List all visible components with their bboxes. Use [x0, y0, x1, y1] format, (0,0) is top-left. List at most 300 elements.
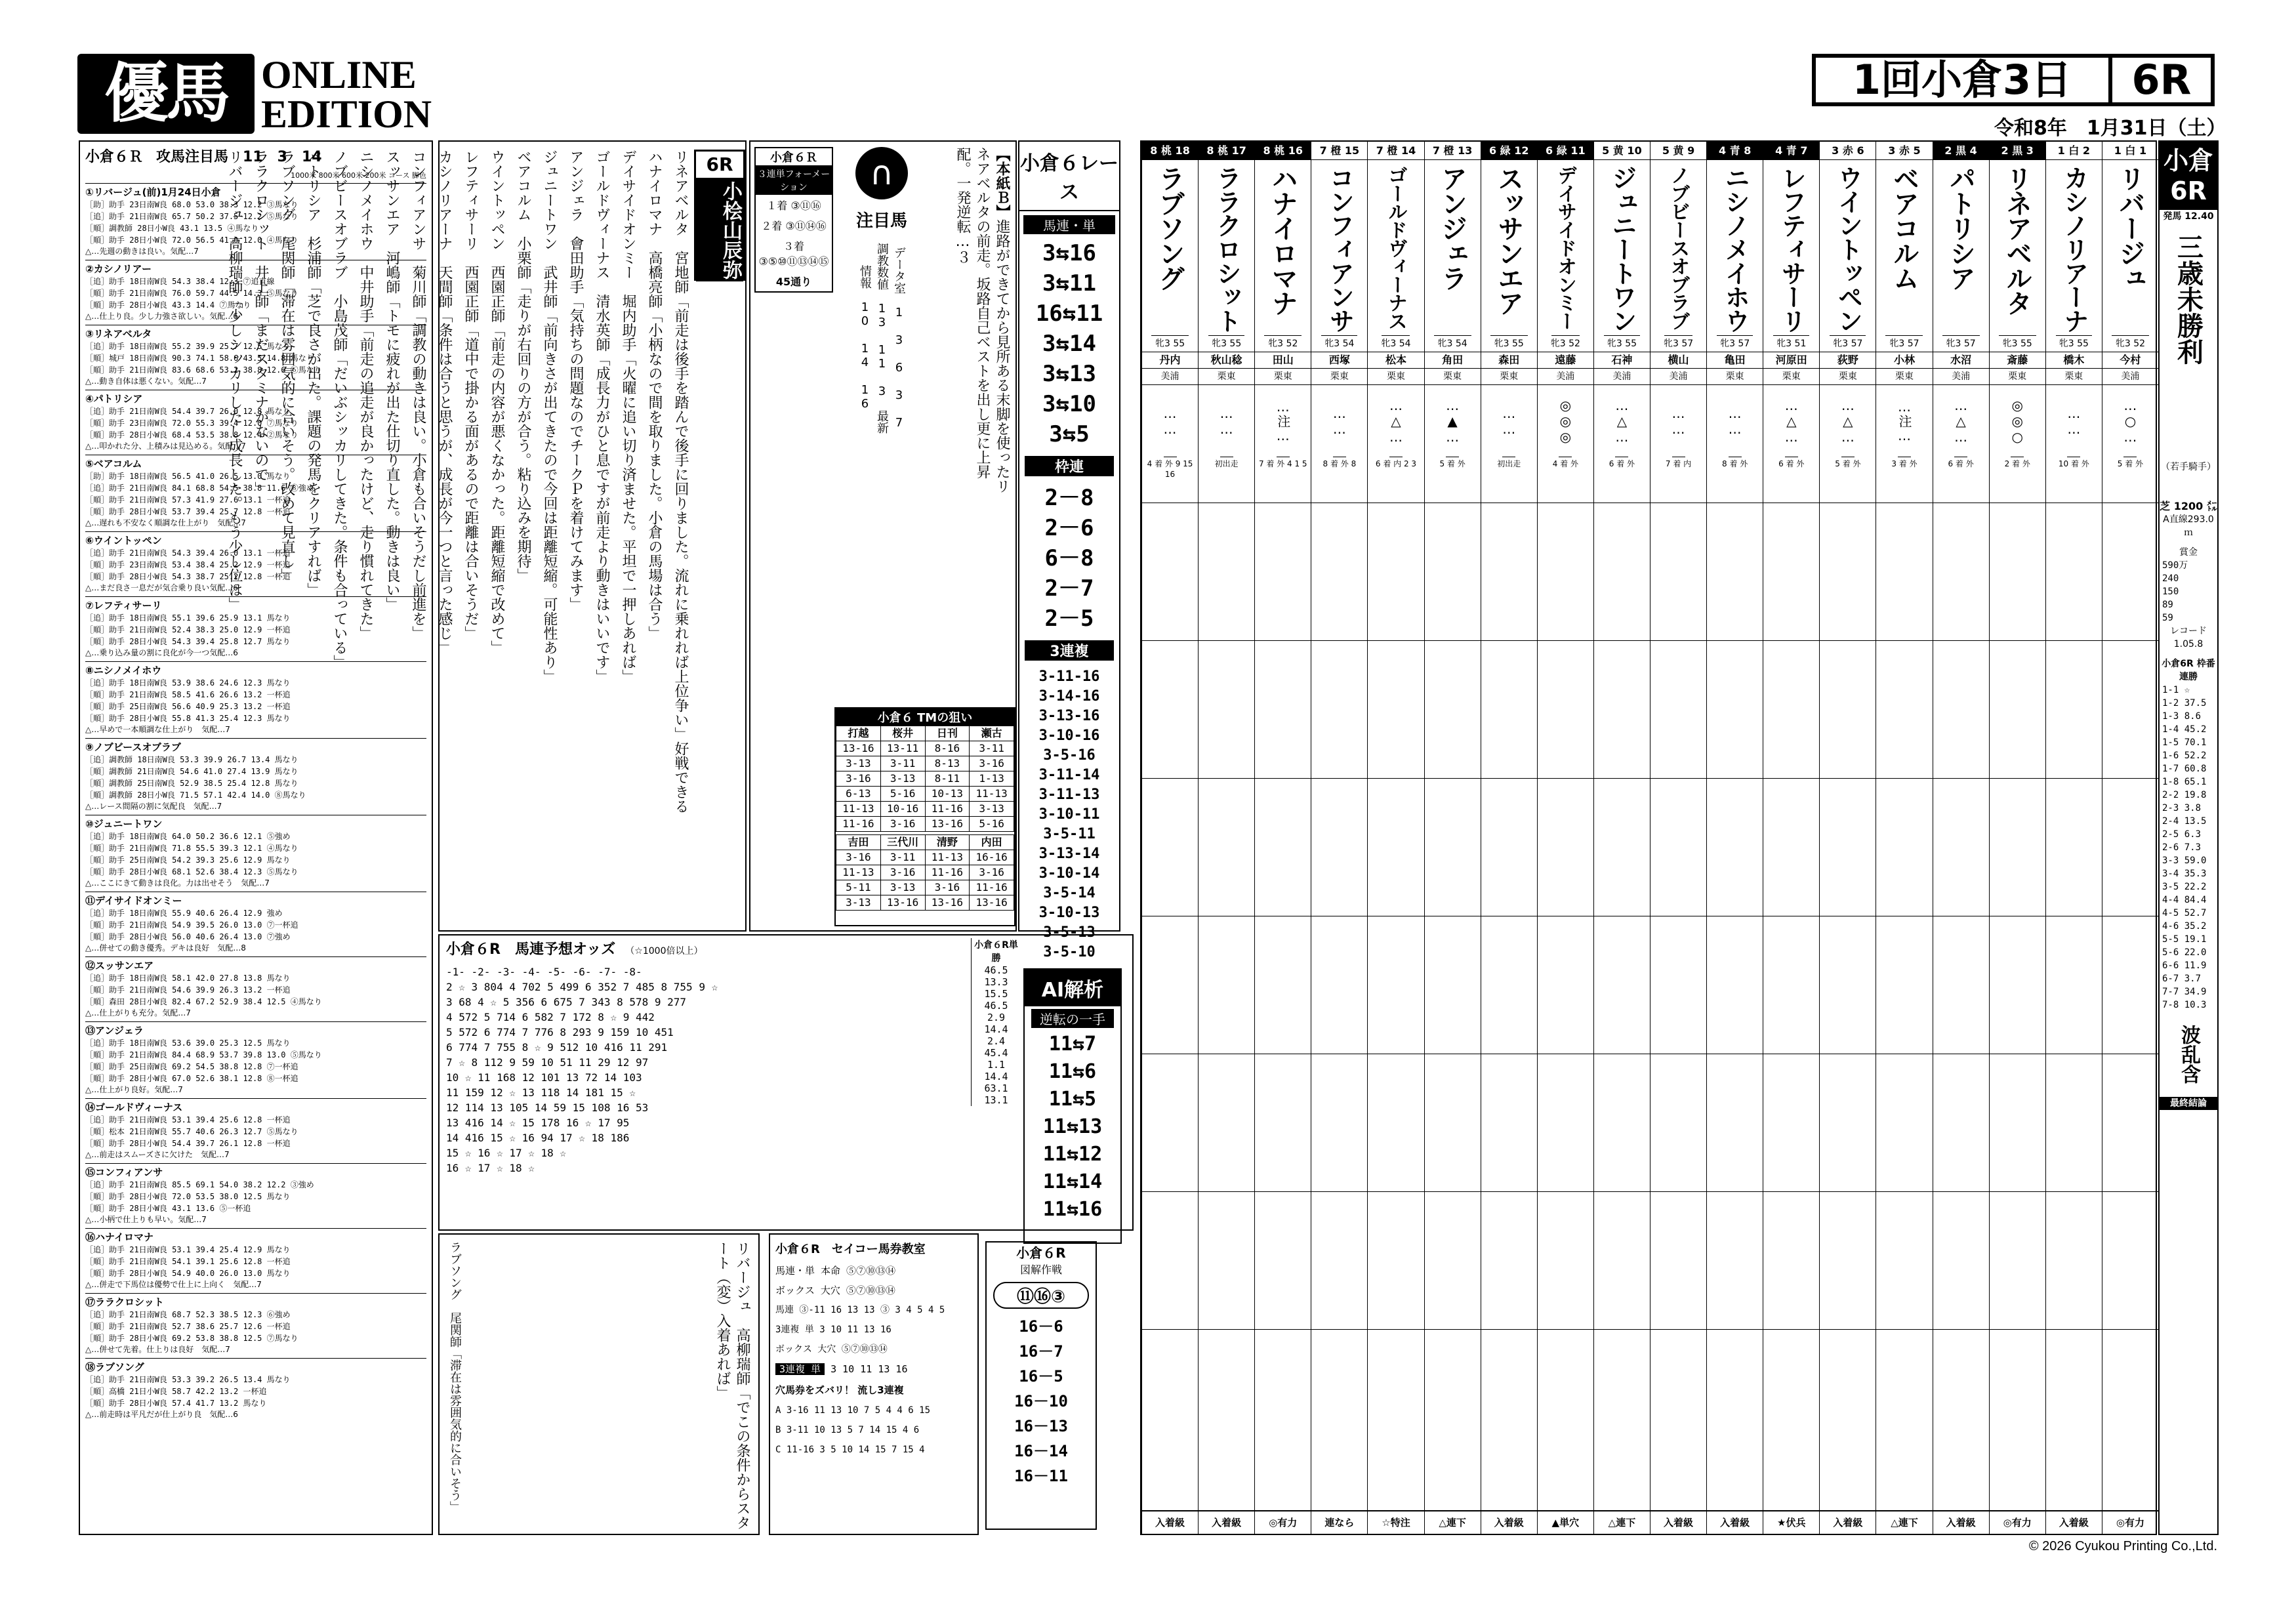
past-run — [1763, 916, 1819, 1054]
training-horse-name: ④パトリシア — [85, 393, 143, 405]
past-run — [1763, 779, 1819, 916]
frame-number: 7 橙 15 — [1311, 142, 1367, 160]
stable-name: 栗東 — [1311, 369, 1367, 385]
odds-row: 6 774 7 755 8 ☆ 9 512 10 416 11 291 — [446, 1041, 668, 1054]
past-run — [2102, 1054, 2158, 1192]
ai-pair: 11⇆12 — [1042, 1143, 1103, 1166]
training-horse-name: ②カシノリアー — [85, 263, 152, 275]
training-row: ［順］助手 21日南W良 83.6 68.6 53.2 38.8 12.6 ⑥馬なり — [85, 365, 322, 375]
horse-form: 8 着 外 — [1707, 457, 1763, 503]
waku-odds: 1-1 ☆ — [2162, 685, 2190, 695]
brand-logo: 優馬 — [77, 54, 255, 134]
training-row: ［順］助手 28日小W良 43.1 13.6 ⑤一杯追 — [85, 1204, 251, 1213]
ai-pair: 11⇆6 — [1048, 1060, 1097, 1083]
past-run — [1481, 779, 1537, 916]
stable-name: 美浦 — [2102, 369, 2158, 385]
training-row: ［順］助手 21日南W良 52.4 38.3 25.0 12.9 一杯追 — [85, 625, 291, 634]
ai-pair: 11⇆14 — [1042, 1170, 1103, 1193]
past-run — [1142, 779, 1198, 916]
tm-cell: 1-13 — [970, 771, 1014, 787]
training-comment: △…レース間隔の割に気配良 気配…7 — [85, 802, 222, 811]
bottom-comment: リバージュ 高柳瑞師「でこの条件からスタート（変）入着あれば」 ラブソング 尾関師「滞在は雰囲気的に合いそう」 — [438, 1233, 760, 1535]
past-run — [1311, 1054, 1367, 1192]
odds-row: 12 114 13 105 14 59 15 108 16 53 — [446, 1101, 649, 1114]
past-run — [1990, 916, 2045, 1054]
horse-column — [1876, 142, 1932, 1534]
pick-trio: 3-5-16 — [1043, 747, 1096, 764]
single-odds-value: 1.1 — [987, 1059, 1006, 1071]
training-row: ［順］助手 21日南W良 54.9 39.5 26.0 13.0 ⑦一杯追 — [85, 920, 298, 930]
training-row: ［追］助手 18日南W良 55.9 40.6 26.4 12.9 強め — [85, 909, 283, 918]
picks-waku — [1019, 483, 1119, 634]
horse-info: 牝3 54 — [1368, 336, 1424, 352]
training-row: ［順］助手 28日小W良 53.7 39.4 25.7 12.8 一杯追 — [85, 507, 291, 516]
prediction-marks: ◎◎◎ — [1559, 385, 1572, 457]
stable-name: 栗東 — [1425, 369, 1481, 385]
training-row: ［順］助手 21日南W良 57.3 41.9 27.6 13.1 一杯追 — [85, 495, 291, 504]
tm-cell: 10-13 — [925, 787, 970, 802]
training-comment: △…叩かれた分、上積みは見込める。気配…7 — [85, 442, 246, 451]
tm-cell: 11-16 — [925, 865, 970, 880]
training-row: ［順］助手 28日小W良 57.4 41.7 13.2 馬なり — [85, 1399, 267, 1408]
waku-odds: 2-6 7.3 — [2162, 842, 2202, 853]
horse-evaluation: 入着級 — [1933, 1510, 1989, 1534]
horse-evaluation: 入着級 — [1820, 1510, 1876, 1534]
prize-value: 89 — [2162, 600, 2173, 610]
tm-cell: 3-16 — [836, 771, 881, 787]
pick-trio: 3-13-16 — [1038, 708, 1100, 724]
horse-info: 牝3 52 — [2102, 336, 2158, 352]
past-run — [1255, 779, 1311, 916]
jockey-name: 横山 — [1650, 352, 1706, 369]
training-row: ［助］助手 18日南W良 56.5 41.0 26.5 13.0 馬なり — [85, 472, 291, 481]
prediction-marks: …注… — [1898, 385, 1911, 457]
tm-row — [836, 865, 1014, 880]
horse-evaluation: 入着級 — [2046, 1510, 2102, 1534]
horse-form: 5 着 外 — [1425, 457, 1481, 503]
pick-trio: 3-5-14 — [1043, 885, 1096, 901]
race-title — [1812, 54, 2215, 106]
horse-name: リネアベルタ — [1999, 160, 2036, 336]
training-row: ［順］森田 28日小W良 82.4 67.2 52.9 38.4 12.5 ④馬なり — [85, 997, 322, 1006]
tm-header-cell: 桜井 — [880, 726, 925, 741]
horse-column — [2045, 142, 2102, 1534]
picks-panel: 小倉６レース 馬連・単 3⇆16 3⇆11 16⇆11 3⇆14 3⇆13 3⇆10 3⇆5 枠連 2－8 2－6 6－8 2－7 2－5 3連複 3-11-16 3-14-16 3-13-16 3-10-16 3-5-16 3-11-14 3-11-13 3-10-11 3-5-11 3-13-14 3-10-14 3-5-14 3-10-13 3-5-13 3-5-10 — [1018, 140, 1120, 932]
past-run — [1368, 641, 1424, 779]
horse-evaluation: 入着級 — [1707, 1510, 1763, 1534]
frame-number: 4 青 8 — [1707, 142, 1763, 160]
past-run — [1199, 1192, 1254, 1330]
stable-name: 栗東 — [2046, 369, 2102, 385]
flow-line: A 3-16 11 13 10 7 5 4 4 6 15 — [775, 1405, 931, 1416]
horse-name: ニシノメイホウ — [1717, 160, 1753, 336]
past-run — [1311, 1192, 1367, 1330]
tm-cell: 13-16 — [836, 741, 881, 756]
past-run — [1594, 503, 1650, 641]
odds-row: 13 416 14 ☆ 15 178 16 ☆ 17 95 — [446, 1117, 630, 1129]
past-run — [1368, 916, 1424, 1054]
jockey-name: 荻野 — [1820, 352, 1876, 369]
horse-name: ジュニートワン — [1604, 160, 1640, 336]
horse-column — [1424, 142, 1481, 1534]
horse-name: アンジェラ — [1434, 160, 1471, 336]
training-row: ［順］助手 21日南W良 71.8 55.5 39.3 12.1 ④馬なり — [85, 844, 298, 853]
past-run — [1820, 1054, 1876, 1192]
training-row: ［追］助手 18日南W良 53.6 39.0 25.3 12.5 馬なり — [85, 1038, 291, 1048]
training-row: ［順］助手 28日小W良 54.4 39.7 26.1 12.8 一杯追 — [85, 1139, 291, 1148]
jockey-name: 丹内 — [1142, 352, 1198, 369]
horse-evaluation: 入着級 — [1199, 1510, 1254, 1534]
tm-row — [836, 756, 1014, 771]
formation-box: 小倉６Ｒ ３連単フォーメーション １着 ③⑪⑯ ２着 ③⑪⑭⑯ ３着 ③⑤⑩⑪⑬⑭⑮ 45通り — [754, 147, 833, 293]
past-run — [1142, 1054, 1198, 1192]
waku-odds: 4-6 35.2 — [2162, 921, 2207, 932]
stable-name: 栗東 — [1199, 369, 1254, 385]
prediction-marks: …… — [1333, 385, 1346, 457]
stable-name: 栗東 — [1368, 369, 1424, 385]
training-horse-name: ⑮コンフィアンサ — [85, 1166, 163, 1178]
horse-form: 6 着 外 — [1933, 457, 1989, 503]
tm-cell: 11-13 — [925, 850, 970, 865]
waku-odds: 3-3 59.0 — [2162, 855, 2207, 866]
training-row: ［追］助手 18日南W良 64.0 50.2 36.6 12.1 ⑤強め — [85, 832, 291, 841]
training-row: ［順］助手 21日南W良 52.7 38.6 25.7 12.6 一杯追 — [85, 1322, 291, 1331]
horse-column — [1819, 142, 1876, 1534]
prediction-marks: …△… — [1389, 385, 1403, 457]
tm-cell: 13-16 — [880, 895, 925, 911]
waku-odds: 5-6 22.0 — [2162, 947, 2207, 958]
frame-number: 7 橙 14 — [1368, 142, 1424, 160]
horse-form: 初出走 — [1481, 457, 1537, 503]
pred-row: 16－5 — [1019, 1367, 1063, 1386]
race-sidebar: 小倉 6R 発馬 12.40 三歳未勝利 （若手騎手） 芝 1200 ㍍ A直線293.0ｍ 賞金 590万 240 150 89 59 レコード 1.05.8 小倉6R 枠番連勝 1-1 ☆ 1-2 37.5 1-3 8.6 1-4 45.2 1-5 70.1 1-6 52.2 1-7 60.8 1-8 65.1 2-2 19.8 2-3 3.8 2-4 13.5 2-5 6.3 2-6 7.3 3-3 59.0 3-4 35.3 3-5 22.2 4-4 84.4 4-5 52.7 4-6 35.2 5-5 19.1 5-6 22.0 6-6 11.9 6-7 3.7 7-7 34.9 7-8 10.3 波乱含 最終結論 — [2158, 140, 2219, 1535]
past-run — [1368, 503, 1424, 641]
tm-row — [836, 817, 1014, 832]
past-run — [1707, 503, 1763, 641]
past-run — [2046, 1054, 2102, 1192]
pick-pair: 3⇆11 — [1042, 270, 1096, 297]
single-odds-value: 13.3 — [984, 976, 1008, 988]
horse-name: ウイントッペン — [1830, 160, 1866, 336]
prediction-marks: …○… — [2123, 385, 2137, 457]
tm-cell: 13-11 — [880, 741, 925, 756]
past-run — [1425, 503, 1481, 641]
past-run — [1650, 1192, 1706, 1330]
pred-row: 16－7 — [1019, 1342, 1063, 1361]
training-horse-name: ⑱ラブソング — [85, 1361, 144, 1373]
training-row: ［順］助手 28日小W良 43.3 14.4 ⑦馬なり — [85, 300, 251, 310]
horse-evaluation: △連下 — [1425, 1510, 1481, 1534]
horse-info: 牝3 55 — [1199, 336, 1254, 352]
pick-trio: 3-5-11 — [1043, 826, 1096, 842]
jockey-name: 松本 — [1368, 352, 1424, 369]
past-run — [1368, 779, 1424, 916]
past-run — [2102, 503, 2158, 641]
past-run — [1481, 916, 1537, 1054]
past-run — [1538, 916, 1593, 1054]
meet-label: 1回小倉3日 — [1816, 58, 2112, 102]
pick-trio: 3-5-13 — [1043, 924, 1096, 941]
horse-column — [1537, 142, 1593, 1534]
past-run — [1763, 1054, 1819, 1192]
training-entry — [85, 1098, 426, 1163]
tm-header-cell: 吉田 — [836, 835, 881, 850]
horse-column — [1311, 142, 1367, 1534]
past-run — [1142, 641, 1198, 779]
past-run — [1538, 779, 1593, 916]
training-entry — [85, 1021, 426, 1098]
tm-cell: 3-16 — [970, 865, 1014, 880]
past-run — [1311, 503, 1367, 641]
picks-trio — [1019, 667, 1119, 962]
training-entry — [85, 1358, 426, 1423]
horseshoe-icon: ∩ — [855, 147, 908, 199]
past-run — [1876, 503, 1932, 641]
past-run — [1255, 1054, 1311, 1192]
prediction-marks: …… — [1672, 385, 1685, 457]
horse-name: パトリシア — [1942, 160, 1980, 336]
past-run — [1538, 1054, 1593, 1192]
stable-name: 栗東 — [1763, 369, 1819, 385]
waku-odds: 2-2 19.8 — [2162, 790, 2207, 800]
training-row: ［順］助手 23日南W良 53.4 38.4 25.2 12.9 一杯追 — [85, 560, 291, 569]
single-odds: 小倉６R単勝 46.5 13.3 15.5 46.5 2.9 14.4 2.4 45.4 1.1 14.4 63.1 13.1 — [971, 938, 1021, 1106]
tm-cell: 11-16 — [970, 880, 1014, 895]
training-row: ［順］助手 28日小W良 54.3 39.4 25.8 12.7 馬なり — [85, 637, 291, 646]
single-odds-value: 2.4 — [987, 1035, 1006, 1047]
training-comment: △…早めで一本順調な仕上がり 気配…7 — [85, 725, 230, 734]
pick-pair: 3⇆14 — [1042, 331, 1096, 357]
past-run — [1990, 503, 2045, 641]
tm-cell: 13-16 — [925, 895, 970, 911]
horse-info: 牝3 57 — [1650, 336, 1706, 352]
notable-horses: ∩ 注目馬 データ室 1 3 6 3 7 調教数値 13 11 3 最新情報 10 14 16 — [842, 147, 921, 436]
pick-waku: 2－7 — [1044, 575, 1094, 602]
jockey-name: 小林 — [1876, 352, 1932, 369]
training-horse-name: ⑦レフティサーリ — [85, 600, 162, 611]
stable-name: 美浦 — [1594, 369, 1650, 385]
waku-odds: 3-5 22.2 — [2162, 882, 2207, 892]
past-run — [1481, 503, 1537, 641]
prize-value: 590万 — [2162, 560, 2188, 571]
horse-evaluation: ☆特注 — [1368, 1510, 1424, 1534]
past-run — [1594, 1054, 1650, 1192]
single-odds-value: 15.5 — [984, 988, 1008, 1000]
tm-cell: 3-11 — [970, 741, 1014, 756]
past-run — [1311, 916, 1367, 1054]
training-horse-name: ③リネアベルタ — [85, 328, 152, 340]
odds-row: 5 572 6 774 7 776 8 293 9 159 10 451 — [446, 1026, 674, 1038]
frame-number: 5 黄 10 — [1594, 142, 1650, 160]
horse-info: 牝3 55 — [1990, 336, 2045, 352]
past-run — [1368, 1192, 1424, 1330]
past-run — [1311, 779, 1367, 916]
jockey-name: 石神 — [1594, 352, 1650, 369]
past-run — [2102, 1192, 2158, 1330]
pick-trio: 3-11-16 — [1038, 668, 1100, 685]
waku-odds: 1-4 45.2 — [2162, 724, 2207, 735]
training-horse-name: ⑥ウイントッペン — [85, 535, 162, 546]
past-run — [1820, 1192, 1876, 1330]
past-run — [1650, 916, 1706, 1054]
comment-paragraph: ジュニートワン 武井師「前向きさが出てきたので今回は距離短縮。可能性あり」 — [541, 150, 558, 684]
pick-trio: 3-11-14 — [1038, 767, 1100, 783]
comment-paragraph: ノブビースオブラブ 小島茂師「だいぶシッカリしてきた。条件も合っている」 — [331, 150, 348, 669]
horse-evaluation: ◎有力 — [2102, 1510, 2158, 1534]
training-row: ［順］松本 21日南W良 55.7 40.6 26.3 12.7 ⑤馬なり — [85, 1127, 298, 1136]
tm-cell: 3-11 — [880, 850, 925, 865]
jockey-name: 西塚 — [1311, 352, 1367, 369]
tm-table-1 — [836, 726, 1014, 832]
training-row: ［順］助手 28日小W良 54.9 40.0 26.0 13.0 馬なり — [85, 1269, 291, 1278]
tm-cell: 11-13 — [836, 802, 881, 817]
training-comment: △…遅れも不安なく順調な仕上がり 気配…7 — [85, 518, 246, 527]
tm-cell: 3-16 — [836, 850, 881, 865]
pred-row: 16－11 — [1014, 1467, 1068, 1485]
horse-column — [1141, 142, 1198, 1534]
comment-paragraph: ゴールドヴィーナス 清水英師「成長力がひと息ですが前走より動きはいいです」 — [594, 150, 610, 684]
past-run — [1142, 1192, 1198, 1330]
jockey-name: 水沼 — [1933, 352, 1989, 369]
stable-name: 美浦 — [1933, 369, 1989, 385]
single-odds-value: 13.1 — [984, 1094, 1008, 1106]
tm-cell: 8-11 — [925, 771, 970, 787]
horse-info: 牝3 55 — [1142, 336, 1198, 352]
tm-table-2 — [836, 834, 1014, 911]
training-row: ［順］助手 21日南W良 54.6 39.9 26.3 13.2 一杯追 — [85, 985, 291, 995]
past-run — [1425, 1192, 1481, 1330]
training-horse-name: ⑰ララクロシット — [85, 1296, 164, 1308]
past-run — [1933, 1054, 1989, 1192]
past-run — [1538, 503, 1593, 641]
prediction-marks: …… — [1729, 385, 1742, 457]
training-row: ［順］助手 23日南W良 72.0 55.3 39.4 12.0 ⑦馬なり — [85, 419, 298, 428]
pick-waku: 2－6 — [1044, 515, 1094, 541]
training-row: ［順］調教師 25日南W良 52.9 38.5 25.4 12.8 馬なり — [85, 779, 298, 788]
waku-odds: 1-3 8.6 — [2162, 711, 2202, 722]
horse-evaluation: ▲単穴 — [1538, 1510, 1593, 1534]
tm-picks-table: 小倉６ TMの狙い 打越 桜井 日刊 瀬古 13-16 13-11 8-16 3-11 3-13 3-11 8-13 3-16 3-16 3-13 8-11 1-13 6-13 5-16 10-13 11-13 11-13 10-16 11-16 3-13 11-16 3-16 13-16 5-16 吉田 三代川 清野 内田 3-16 3-11 11-13 16-16 11-13 3-16 11-16 3-16 5-11 3-13 3-16 11-16 3-13 13-16 13-16 13-16 — [834, 707, 1015, 926]
horse-form: 7 着 外 4 1 5 — [1255, 457, 1311, 503]
odds-row: 10 ☆ 11 168 12 101 13 72 14 103 — [446, 1071, 642, 1084]
prediction-marks: …… — [1502, 385, 1515, 457]
horse-info: 牝3 51 — [1763, 336, 1819, 352]
tm-row — [836, 802, 1014, 817]
single-odds-value: 46.5 — [984, 1000, 1008, 1012]
race-number: 6R — [2131, 56, 2192, 104]
frame-number: 3 赤 6 — [1820, 142, 1876, 160]
past-run — [2046, 503, 2102, 641]
horse-info: 牝3 57 — [1933, 336, 1989, 352]
past-run — [1594, 1192, 1650, 1330]
training-row: ［順］調教師 21日南W良 54.6 41.0 27.4 13.9 馬なり — [85, 767, 298, 776]
ai-pairs — [1025, 1031, 1120, 1223]
tm-row — [836, 741, 1014, 756]
horse-form: 4 着 外 9 15 16 — [1142, 457, 1198, 503]
training-row: ［追］助手 21日南W良 53.1 39.4 25.6 12.8 一杯追 — [85, 1115, 291, 1124]
training-comment: △…ここにきて動きは良化。力は出せそう 気配…7 — [85, 878, 270, 888]
jockey-name: 斎藤 — [1990, 352, 2045, 369]
odds-row: 15 ☆ 16 ☆ 17 ☆ 18 ☆ — [446, 1147, 567, 1159]
jockey-name: 田山 — [1255, 352, 1311, 369]
frame-number: 6 緑 11 — [1538, 142, 1593, 160]
tm-cell: 13-16 — [925, 817, 970, 832]
past-run — [1763, 1192, 1819, 1330]
stable-name: 栗東 — [1255, 369, 1311, 385]
past-run — [1594, 916, 1650, 1054]
training-row: ［順］助手 21日南W良 54.1 39.1 25.6 12.8 一杯追 — [85, 1257, 291, 1266]
past-run — [1707, 916, 1763, 1054]
past-run — [1650, 503, 1706, 641]
copyright: © 2026 Cyukou Printing Co.,Ltd. — [2028, 1539, 2217, 1553]
past-run — [1199, 1054, 1254, 1192]
prediction-marks: ◎◎○ — [2011, 385, 2024, 457]
waku-odds: 6-6 11.9 — [2162, 960, 2207, 971]
horse-column — [2102, 142, 2158, 1534]
prediction-marks: …△… — [1954, 385, 1967, 457]
training-row: ［追］助手 21日南W良 54.4 39.7 26.0 12.8 馬なり — [85, 407, 291, 416]
training-comment: △…仕上がり良好。気配…7 — [85, 1085, 183, 1094]
horse-info: 牝3 54 — [1425, 336, 1481, 352]
horse-form: 4 着 外 — [1538, 457, 1593, 503]
ai-pair: 11⇆16 — [1042, 1198, 1103, 1221]
horse-column — [1254, 142, 1311, 1534]
stable-name: 栗東 — [1481, 369, 1537, 385]
frame-number: 6 緑 12 — [1481, 142, 1537, 160]
horse-name: デイサイドオンミー — [1551, 160, 1580, 336]
comment-paragraph: コンフィアンサ 菊川師「調教の動きは良い。小倉も合いそうだし前進を」 — [410, 150, 426, 640]
ai-pair: 11⇆13 — [1042, 1115, 1103, 1138]
past-run — [1707, 641, 1763, 779]
past-run — [2102, 916, 2158, 1054]
prediction-marks: …注… — [1277, 385, 1290, 457]
training-row: ［追］助手 21日南W良 53.3 39.2 26.5 13.4 馬なり — [85, 1375, 291, 1384]
training-row: ［追］助手 21日南W良 65.7 50.2 37.5 12.2 ⑤馬なり — [85, 212, 298, 221]
tm-header-cell: 内田 — [970, 835, 1014, 850]
past-run — [1481, 1192, 1537, 1330]
flow-line: C 11-16 3 5 10 14 15 7 15 4 — [775, 1445, 925, 1455]
race-card — [1140, 140, 2157, 1535]
horse-evaluation: 入着級 — [1650, 1510, 1706, 1534]
horse-evaluation: ★伏兵 — [1763, 1510, 1819, 1534]
training-comment: △…仕上がりも充分。気配…7 — [85, 1008, 191, 1017]
horse-column — [1593, 142, 1650, 1534]
training-row: ［追］助手 21日南W良 84.1 68.8 54.5 38.8 11.6 ⑧強め — [85, 483, 314, 493]
horse-column — [1706, 142, 1763, 1534]
past-run — [1990, 1192, 2045, 1330]
odds-row: 16 ☆ 17 ☆ 18 ☆ — [446, 1162, 535, 1174]
jockey-name: 今村 — [2102, 352, 2158, 369]
comments-header: 6R 小桧山辰弥 — [694, 150, 745, 281]
past-run — [1538, 1192, 1593, 1330]
horse-form: 5 着 外 — [2102, 457, 2158, 503]
pick-waku: 6－8 — [1044, 545, 1094, 571]
past-run — [1199, 641, 1254, 779]
odds-grid — [446, 964, 964, 1176]
odds-row: 11 159 12 ☆ 13 118 14 181 15 ☆ — [446, 1086, 636, 1099]
horse-form: 7 着 内 — [1650, 457, 1706, 503]
horse-name: ノブビースオブラブ — [1664, 160, 1692, 336]
past-run — [1255, 503, 1311, 641]
training-row: ［順］助手 21日南W良 58.5 41.6 26.6 13.2 一杯追 — [85, 690, 291, 699]
past-run — [1425, 779, 1481, 916]
training-row: ［順］助手 28日小W良 68.1 52.6 38.4 12.3 ⑤馬なり — [85, 867, 298, 876]
training-row: ［順］調教師 28日小W良 43.1 13.5 ④馬なり — [85, 224, 259, 233]
training-horse-name: ⑤ベアコルム — [85, 458, 142, 470]
waku-odds: 1-6 52.2 — [2162, 750, 2207, 761]
jockey-name: 遠藤 — [1538, 352, 1593, 369]
waku-odds: 4-5 52.7 — [2162, 908, 2207, 918]
